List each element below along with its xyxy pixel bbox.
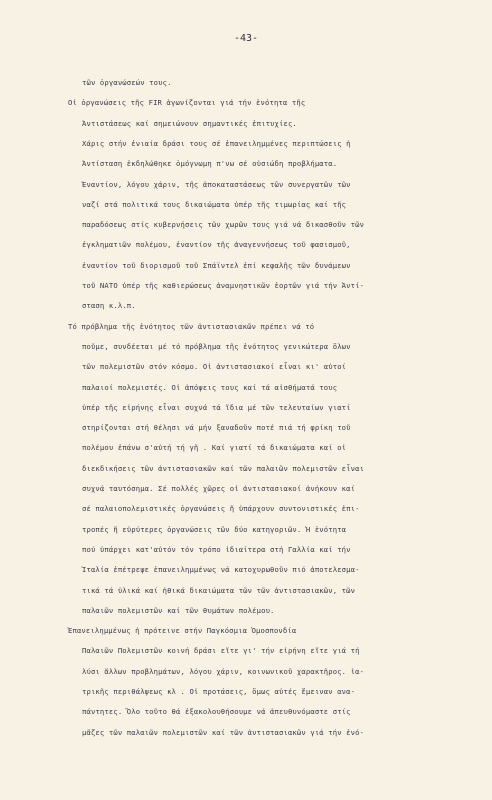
text-line: τῶν ὀργανώσεών τους. [82,78,172,87]
text-line: Χάρις στήν ἑνιαία δράσι τους σέ ἐπανειλημμένες περιπτώσεις ἡ [82,138,351,148]
text-line: ἐναντίον τοῦ διορισμοῦ τοῦ Σπάϊντελ ἐπί κεφαλῆς τῶν δυνάμεων [82,260,351,270]
text-line: Παλαιῶν Πολεμιστῶν κοινή δράσι εἴτε γι' τήν εἰρήνη εἴτε γιά τή [82,646,360,656]
text-line: σταση κ.λ.π. [82,301,136,311]
text-line: τοῦ ΝΑΤΟ ὑπέρ τῆς καθιερώσεως ἀναμνηστικῶν ἑορτῶν γιά τήν Ἀντί- [82,281,365,290]
text-line: Ἰταλία ἐπέτρεψε ἐπανειλημμένως νά κατοχυρωθοῦν πιό ἀποτελεσμα- [82,565,360,575]
text-line: συχνά ταυτόσημα. Σέ πολλές χῶρες οἱ ἀντιστασιακοί ἀνήκουν καί [82,484,356,493]
text-line: ποῦμε, συνδέεται μέ τό πρόβλημα τῆς ἑνότητος γενικώτερα ὅλων [82,341,351,351]
text-line: Ἀντιστάσεως καί σημειώνουν σημαντικές ἐπιτυχίες. [82,118,297,128]
text-line: στηρίζονται στή θέλησι νά μήν ξαναδοῦν ποτέ πιά τή φρίκη τοῦ [82,423,351,433]
text-line: Ἐναντίον, λόγου χάριν, τῆς ἀποκαταστάσεως τῶν συνεργατῶν τῶν [82,179,351,189]
text-line: τῶν πολεμιστῶν στόν κόσμο. Οἱ ἀντιστασιακοί εἶναι κι' αὐτοί [82,362,347,372]
text-line: τρικῆς περιθάλψεως κλ . Οἱ προτάσεις, ὅμως αὐτές ἔμειναν ανα- [82,687,356,696]
text-line: τικά τά ὑλικά καί ἠθικά δικαιώματα τῶν τῶν ἀντιστασιακῶν, τῶν [82,585,356,595]
text-line: ἐγκληματιῶν πολέμου, ἐναντίον τῆς ἀναγεννήσεως τοῦ φασισμοῦ, [82,240,351,250]
text-line: Ἐπανειλημμένως ἡ πρότεινε στήν Παγκόσμια Ὁμοσπονδία [68,626,297,636]
text-line: ὑπέρ τῆς εἰρήνης εἶναι συχνά τά ἴδια μέ τῶν τελευταίων γιατί [82,402,351,412]
text-line: πολέμου ἐπάνω σ'αὐτή τή γῆ . Καί γιατί τά δικαιώματα καί οἱ [82,443,347,453]
text-line: Ἀντίσταση ἐκδηλώθηκε ὁμόγνωμη π'νω σέ οὐσιώδη προβλήματα. [82,159,338,169]
text-line: παραδόσεως στίς κυβερνήσεις τῶν χωρῶν τους γιά νά δικασθοῦν τῶν [82,220,365,230]
text-line: παλαιῶν πολεμιστῶν καί τῶν θυμάτων πολέμου. [82,605,275,615]
text-line: παλαιοί πολεμιστές. Οἱ ἀπόψεις τους καί τά αἰσθήματά τους [82,382,338,392]
text-line: πού ὑπάρχει κατ'αὐτόν τόν τρόπο ἰδιαίτερα στή Γαλλία καί τήν [82,544,351,554]
text-line: τροπές ἤ εὐρύτερες ὀργανώσεις τῶν δύο κατηγοριῶν. Ἡ ἑνότητα [82,524,347,534]
text-line: ναζί στά πολιτικά τους δικαιώματα ὑπέρ τῆς τιμωρίας καί τῆς [82,199,347,209]
text-line: διεκδικήσεις τῶν ἀντιστασιακῶν καί τῶν παλαιῶν πολεμιστῶν εἶναι [82,463,365,473]
text-line: σέ παλαιοπολεμιστικές ὀργανώσεις ἤ ὑπάρχουν συντονιστικές ἐπι- [82,504,360,514]
text-line: Τό πρόβλημα τῆς ἑνότητος τῶν ἀντιστασιακῶν πρέπει νά τό [68,321,315,331]
page-number: -43- [233,33,259,44]
text-line: μᾶζες τῶν παλαιῶν πολεμιστῶν καί τῶν ἀντιστασιακῶν γιά τήν ἑνό- [82,727,365,737]
text-line: Οἱ ὀργανώσεις τῆς FIR ἀγωνίζονται γιά τήν ἑνότητα τῆς [68,98,306,108]
text-line: πάντητες. Ὅλο τοῦτο θά ἐξακολουθήσουμε νά ἀπευθυνόμαστε στίς [82,707,351,717]
text-line: λύσι ἄλλων προβλημάτων, λόγου χάριν, κοινωνικοῦ χαρακτῆρος. ἰα- [82,666,365,676]
